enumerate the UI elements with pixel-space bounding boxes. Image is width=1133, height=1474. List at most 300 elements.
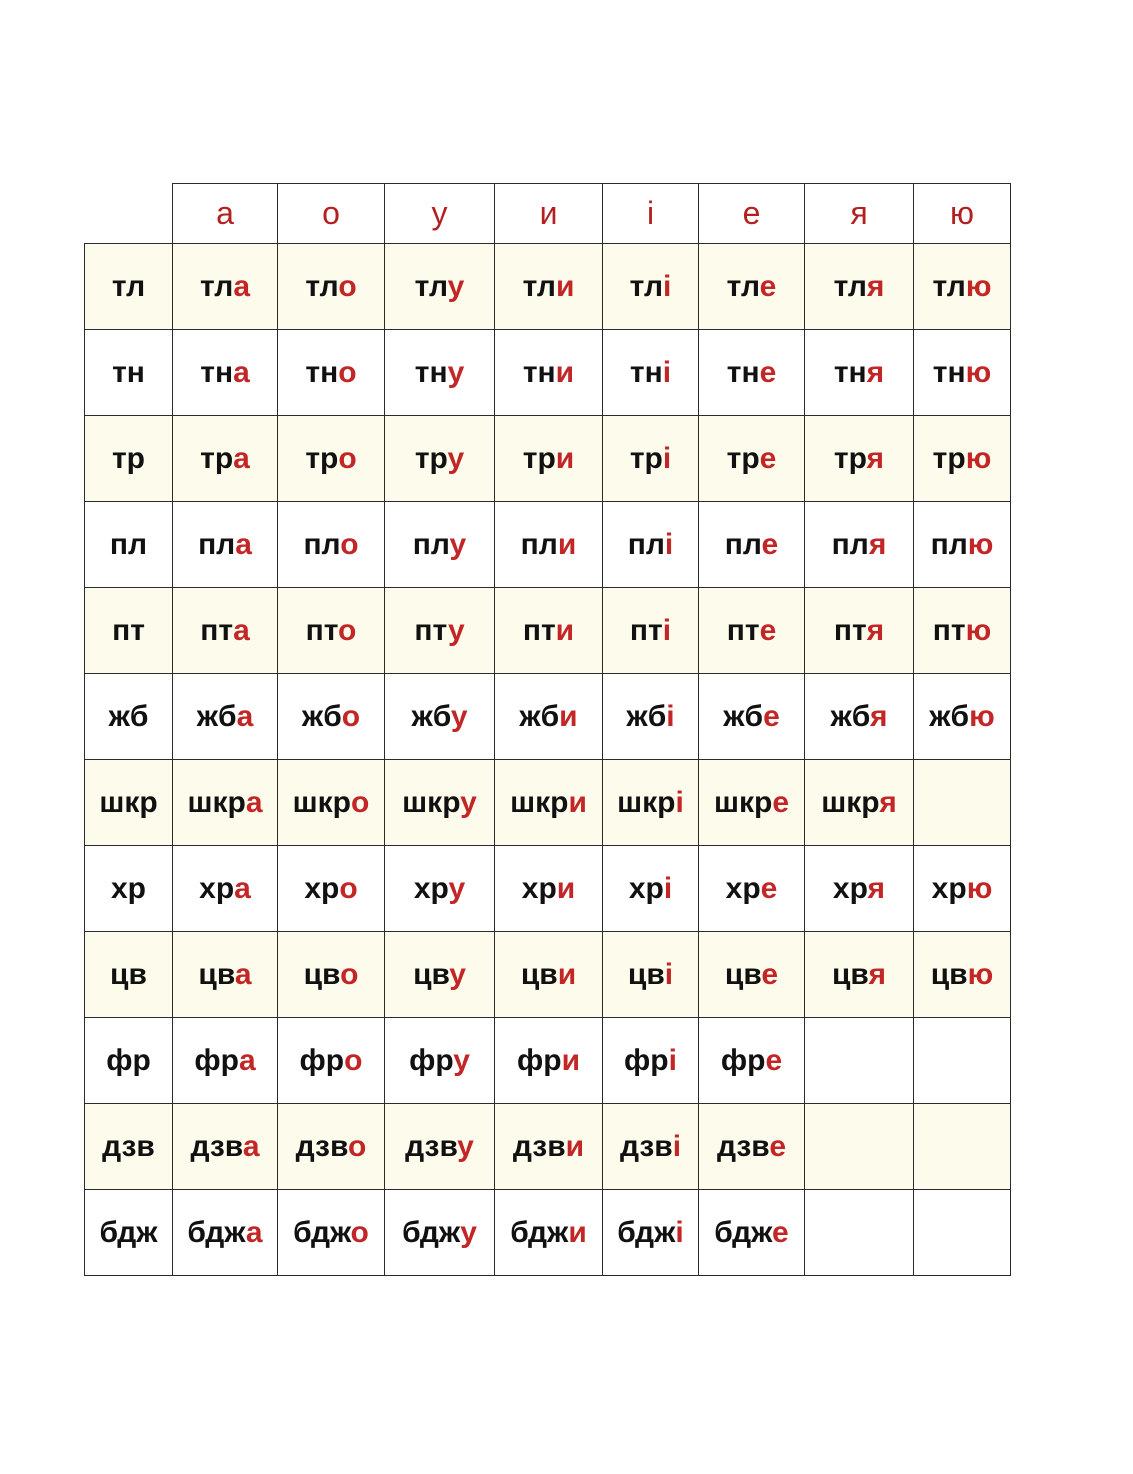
syllable-cell (603, 330, 699, 416)
syllable-vowel: и (561, 1043, 581, 1077)
syllable-vowel: е (763, 699, 780, 733)
syllable-vowel: а (233, 613, 250, 647)
syllable-consonants: фр (516, 1043, 562, 1077)
syllable-vowel: я (866, 613, 885, 647)
syllable-cell (278, 1104, 385, 1190)
syllable-cell (278, 846, 385, 932)
syllable-consonants: дзв (619, 1129, 673, 1163)
syllable-table-container (84, 183, 1011, 1276)
syllable-cell (699, 1104, 805, 1190)
syllable-cell (603, 932, 699, 1018)
syllable-consonants: шкр (510, 785, 569, 819)
syllable-vowel: я (866, 355, 885, 389)
syllable-vowel: ю (965, 613, 992, 647)
syllable-consonants: тр (522, 441, 556, 475)
syllable-cell (278, 330, 385, 416)
syllable-cell (385, 760, 495, 846)
syllable-consonants: цв (930, 957, 968, 991)
syllable-consonants: пт (522, 613, 556, 647)
syllable-cell (278, 588, 385, 674)
syllable-cell (805, 588, 914, 674)
syllable-vowel: и (568, 785, 587, 819)
syllable-vowel: у (457, 1129, 474, 1163)
syllable-consonants: жб (196, 699, 237, 733)
syllable-vowel: у (453, 1043, 470, 1077)
syllable-cell (173, 932, 278, 1018)
syllable-row (85, 932, 1011, 1018)
syllable-vowel: і (664, 527, 674, 561)
syllable-consonants: пл (930, 527, 968, 561)
vowel-header-cell: у (385, 184, 495, 244)
syllable-vowel: о (340, 957, 359, 991)
syllable-row (85, 416, 1011, 502)
syllable-vowel: у (450, 699, 468, 733)
syllable-cell (495, 588, 603, 674)
syllable-vowel: і (675, 785, 684, 819)
syllable-vowel: и (557, 527, 577, 561)
syllable-vowel: а (242, 1129, 260, 1163)
syllable-cell (699, 588, 805, 674)
syllable-consonants: тн (932, 355, 966, 389)
syllable-row (85, 330, 1011, 416)
syllable-cell (173, 1018, 278, 1104)
syllable-cell (385, 244, 495, 330)
syllable-cell (173, 674, 278, 760)
syllable-cell (278, 1018, 385, 1104)
syllable-cell (495, 932, 603, 1018)
syllable-consonants: фр (299, 1043, 345, 1077)
syllable-cell (385, 846, 495, 932)
empty-cell (914, 1018, 1011, 1104)
syllable-consonants: бдж (714, 1215, 772, 1249)
syllable-vowel: а (235, 527, 252, 561)
syllable-vowel: и (565, 1129, 585, 1163)
vowel-header-cell: і (603, 184, 699, 244)
syllable-consonants: шкр (617, 785, 676, 819)
syllable-cell (699, 846, 805, 932)
syllable-cell (173, 330, 278, 416)
syllable-consonants: пт (726, 613, 760, 647)
syllable-cell (805, 416, 914, 502)
syllable-cell (385, 1018, 495, 1104)
syllable-cell (914, 416, 1011, 502)
syllable-consonants: фр (624, 1043, 669, 1077)
syllable-consonants: дзв (716, 1129, 770, 1163)
syllable-cell (699, 502, 805, 588)
syllable-vowel: а (233, 355, 250, 389)
syllable-cell (603, 1104, 699, 1190)
syllable-vowel: я (868, 527, 887, 561)
syllable-cell (385, 932, 495, 1018)
syllable-vowel: я (869, 699, 888, 733)
syllable-consonants: шкр (713, 785, 773, 819)
syllable-vowel: а (234, 957, 252, 991)
syllable-consonants: тн (629, 355, 663, 389)
syllable-vowel: я (868, 957, 886, 991)
syllable-consonants: тл (414, 269, 448, 303)
vowel-header-cell: е (699, 184, 805, 244)
syllable-vowel: е (759, 355, 777, 389)
syllable-table (84, 183, 1011, 1276)
header-corner-cell (85, 184, 173, 244)
syllable-table-body (85, 184, 1011, 1276)
syllable-consonants: хр (832, 871, 868, 905)
syllable-cell (805, 760, 914, 846)
syllable-consonants: хр (304, 871, 340, 905)
syllable-cell (699, 1190, 805, 1276)
syllable-consonants: тр (726, 441, 760, 475)
syllable-cell (805, 932, 914, 1018)
syllable-cell (173, 1190, 278, 1276)
syllable-cell (603, 588, 699, 674)
syllable-consonants: дзв (295, 1129, 349, 1163)
syllable-consonants: тл (199, 269, 234, 303)
syllable-consonants: тл (522, 269, 556, 303)
syllable-vowel: е (769, 1129, 787, 1163)
syllable-vowel: о (351, 785, 370, 819)
syllable-consonants: тн (200, 355, 234, 389)
syllable-vowel: я (866, 269, 885, 303)
syllable-vowel: і (666, 699, 675, 733)
syllable-cell (495, 760, 603, 846)
syllable-vowel: е (761, 527, 779, 561)
syllable-consonants: пл (198, 527, 236, 561)
syllable-vowel: у (460, 785, 477, 819)
syllable-cell (173, 846, 278, 932)
syllable-cell (914, 932, 1011, 1018)
syllable-cell (805, 674, 914, 760)
syllable-vowel: і (663, 269, 672, 303)
syllable-row (85, 244, 1011, 330)
syllable-consonants: тл (629, 269, 663, 303)
vowel-header-cell: я (805, 184, 914, 244)
syllable-consonants: пт (833, 613, 867, 647)
syllable-cell (278, 244, 385, 330)
syllable-consonants: тн (305, 355, 339, 389)
syllable-consonants: шкр (292, 785, 352, 819)
syllable-consonants: фр (409, 1043, 454, 1077)
syllable-consonants: жб (626, 699, 667, 733)
empty-cell (914, 760, 1011, 846)
syllable-cell (805, 502, 914, 588)
syllable-cell (173, 588, 278, 674)
syllable-vowel: о (338, 613, 357, 647)
syllable-row (85, 588, 1011, 674)
syllable-consonants: тр (629, 441, 663, 475)
syllable-vowel: ю (967, 957, 994, 991)
syllable-vowel: а (233, 269, 251, 303)
syllable-vowel: а (233, 441, 250, 475)
syllable-vowel: а (234, 871, 251, 905)
syllable-vowel: и (555, 441, 575, 475)
syllable-row (85, 1190, 1011, 1276)
syllable-consonants: бдж (402, 1215, 461, 1249)
syllable-row (85, 1104, 1011, 1190)
syllable-consonants: тн (522, 355, 556, 389)
syllable-consonants: хр (521, 871, 557, 905)
syllable-cell (385, 416, 495, 502)
syllable-consonants: цв (724, 957, 762, 991)
syllable-cell (699, 1018, 805, 1104)
syllable-vowel: и (556, 871, 576, 905)
syllable-vowel: и (555, 269, 575, 303)
syllable-consonants: пл (831, 527, 869, 561)
syllable-vowel: і (663, 871, 673, 905)
syllable-consonants: жб (519, 699, 560, 733)
syllable-cell (495, 244, 603, 330)
syllable-vowel: а (238, 1043, 256, 1077)
syllable-vowel: о (339, 871, 358, 905)
syllable-cell (278, 932, 385, 1018)
syllable-cell (914, 330, 1011, 416)
syllable-cell (495, 1190, 603, 1276)
cluster-label-cell: пл (85, 502, 173, 588)
syllable-vowel: ю (967, 527, 994, 561)
syllable-cell (699, 330, 805, 416)
syllable-consonants: хр (725, 871, 761, 905)
syllable-consonants: тр (200, 441, 234, 475)
syllable-vowel: я (866, 441, 885, 475)
cluster-label-cell: тл (85, 244, 173, 330)
syllable-vowel: е (772, 1215, 789, 1249)
syllable-cell (805, 846, 914, 932)
cluster-label-cell: бдж (85, 1190, 173, 1276)
syllable-cell (603, 244, 699, 330)
syllable-consonants: жб (301, 699, 342, 733)
syllable-consonants: хр (199, 871, 235, 905)
syllable-vowel: е (759, 613, 777, 647)
syllable-consonants: жб (929, 699, 970, 733)
syllable-consonants: пт (414, 613, 448, 647)
syllable-cell (805, 244, 914, 330)
syllable-cell (914, 674, 1011, 760)
syllable-cell (385, 1190, 495, 1276)
syllable-consonants: цв (303, 957, 341, 991)
vowel-header-cell: и (495, 184, 603, 244)
syllable-cell (603, 846, 699, 932)
syllable-vowel: и (557, 957, 577, 991)
syllable-vowel: у (460, 1215, 477, 1249)
cluster-label-cell: тр (85, 416, 173, 502)
syllable-consonants: пл (627, 527, 665, 561)
syllable-cell (495, 674, 603, 760)
syllable-consonants: пт (305, 613, 339, 647)
syllable-cell (278, 502, 385, 588)
syllable-vowel: ю (965, 269, 992, 303)
syllable-vowel: у (448, 871, 466, 905)
syllable-row (85, 1018, 1011, 1104)
empty-cell (805, 1190, 914, 1276)
syllable-vowel: у (447, 269, 465, 303)
syllable-vowel: о (338, 355, 357, 389)
syllable-consonants: бдж (187, 1215, 246, 1249)
syllable-consonants: дзв (405, 1129, 458, 1163)
syllable-vowel: о (338, 269, 357, 303)
syllable-vowel: і (662, 441, 672, 475)
syllable-row (85, 760, 1011, 846)
syllable-cell (603, 416, 699, 502)
syllable-vowel: е (759, 441, 777, 475)
syllable-consonants: хр (931, 871, 967, 905)
syllable-consonants: тл (726, 269, 760, 303)
syllable-vowel: і (675, 1215, 684, 1249)
syllable-consonants: цв (831, 957, 869, 991)
empty-cell (805, 1104, 914, 1190)
syllable-vowel: і (664, 957, 674, 991)
vowel-header-cell: а (173, 184, 278, 244)
syllable-consonants: тн (414, 355, 448, 389)
cluster-label-cell: жб (85, 674, 173, 760)
syllable-cell (603, 502, 699, 588)
syllable-cell (805, 330, 914, 416)
syllable-consonants: пл (303, 527, 341, 561)
syllable-cell (173, 502, 278, 588)
syllable-cell (495, 1104, 603, 1190)
syllable-cell (914, 846, 1011, 932)
cluster-label-cell: хр (85, 846, 173, 932)
syllable-consonants: бдж (617, 1215, 676, 1249)
syllable-vowel: о (350, 1215, 369, 1249)
syllable-vowel: і (668, 1043, 677, 1077)
syllable-cell (495, 416, 603, 502)
syllable-vowel: е (765, 1043, 783, 1077)
syllable-vowel: ю (965, 441, 992, 475)
syllable-vowel: о (341, 699, 361, 733)
syllable-vowel: е (759, 269, 777, 303)
syllable-consonants: цв (198, 957, 235, 991)
vowel-header-cell: о (278, 184, 385, 244)
syllable-consonants: пл (412, 527, 450, 561)
syllable-cell (495, 330, 603, 416)
syllable-vowel: і (662, 613, 672, 647)
syllable-cell (603, 1190, 699, 1276)
syllable-consonants: тл (305, 269, 339, 303)
syllable-vowel: о (340, 527, 359, 561)
syllable-vowel: у (447, 441, 465, 475)
syllable-cell (699, 674, 805, 760)
syllable-vowel: и (555, 613, 575, 647)
syllable-cell (173, 1104, 278, 1190)
cluster-label-cell: пт (85, 588, 173, 674)
syllable-cell (603, 760, 699, 846)
syllable-consonants: тл (833, 269, 867, 303)
syllable-vowel: у (449, 957, 466, 991)
syllable-cell (278, 674, 385, 760)
syllable-vowel: і (672, 1129, 682, 1163)
syllable-cell (699, 932, 805, 1018)
cluster-label-cell: фр (85, 1018, 173, 1104)
syllable-consonants: пт (932, 613, 966, 647)
syllable-consonants: бдж (293, 1215, 351, 1249)
syllable-vowel: о (344, 1043, 363, 1077)
syllable-cell (385, 1104, 495, 1190)
syllable-consonants: тр (833, 441, 867, 475)
syllable-consonants: цв (413, 957, 450, 991)
cluster-label-cell: тн (85, 330, 173, 416)
syllable-consonants: фр (720, 1043, 766, 1077)
syllable-vowel: и (559, 699, 578, 733)
syllable-cell (914, 244, 1011, 330)
syllable-vowel: е (772, 785, 790, 819)
syllable-cell (914, 588, 1011, 674)
syllable-cell (495, 1018, 603, 1104)
syllable-vowel: ю (969, 699, 995, 733)
syllable-consonants: пт (200, 613, 234, 647)
syllable-cell (385, 502, 495, 588)
empty-cell (805, 1018, 914, 1104)
syllable-consonants: цв (520, 957, 558, 991)
syllable-vowel: и (555, 355, 575, 389)
syllable-vowel: і (662, 355, 672, 389)
syllable-vowel: о (348, 1129, 367, 1163)
syllable-consonants: шкр (187, 785, 246, 819)
syllable-cell (278, 760, 385, 846)
syllable-consonants: тр (305, 441, 339, 475)
syllable-vowel: а (245, 785, 263, 819)
syllable-cell (173, 760, 278, 846)
syllable-cell (603, 1018, 699, 1104)
syllable-vowel: я (879, 785, 897, 819)
syllable-consonants: тр (414, 441, 448, 475)
syllable-consonants: бдж (510, 1215, 569, 1249)
syllable-vowel: у (447, 355, 465, 389)
syllable-cell (385, 330, 495, 416)
syllable-vowel: ю (965, 355, 992, 389)
syllable-vowel: у (449, 527, 467, 561)
syllable-vowel: и (568, 1215, 587, 1249)
syllable-vowel: е (761, 957, 779, 991)
syllable-consonants: пт (629, 613, 663, 647)
syllable-cell (385, 674, 495, 760)
syllable-consonants: жб (723, 699, 764, 733)
syllable-consonants: хр (628, 871, 664, 905)
syllable-cell (914, 502, 1011, 588)
syllable-consonants: жб (411, 699, 451, 733)
syllable-cell (173, 244, 278, 330)
syllable-row (85, 846, 1011, 932)
syllable-cell (278, 416, 385, 502)
syllable-cell (495, 502, 603, 588)
syllable-cell (385, 588, 495, 674)
cluster-label-cell: цв (85, 932, 173, 1018)
syllable-consonants: шкр (402, 785, 461, 819)
syllable-vowel: о (338, 441, 357, 475)
vowel-header-row (85, 184, 1011, 244)
syllable-cell (699, 244, 805, 330)
syllable-consonants: дзв (512, 1129, 566, 1163)
syllable-vowel: а (236, 699, 254, 733)
empty-cell (914, 1104, 1011, 1190)
syllable-consonants: жб (830, 699, 870, 733)
syllable-consonants: хр (413, 871, 449, 905)
syllable-vowel: а (245, 1215, 263, 1249)
syllable-cell (699, 760, 805, 846)
syllable-consonants: пл (520, 527, 558, 561)
syllable-consonants: тр (932, 441, 966, 475)
syllable-vowel: ю (966, 871, 993, 905)
syllable-consonants: цв (627, 957, 665, 991)
syllable-cell (603, 674, 699, 760)
syllable-row (85, 674, 1011, 760)
syllable-consonants: фр (194, 1043, 239, 1077)
syllable-vowel: е (760, 871, 778, 905)
cluster-label-cell: дзв (85, 1104, 173, 1190)
syllable-vowel: я (867, 871, 886, 905)
syllable-consonants: тл (932, 269, 966, 303)
syllable-row (85, 502, 1011, 588)
syllable-vowel: у (447, 613, 465, 647)
syllable-consonants: шкр (821, 785, 880, 819)
